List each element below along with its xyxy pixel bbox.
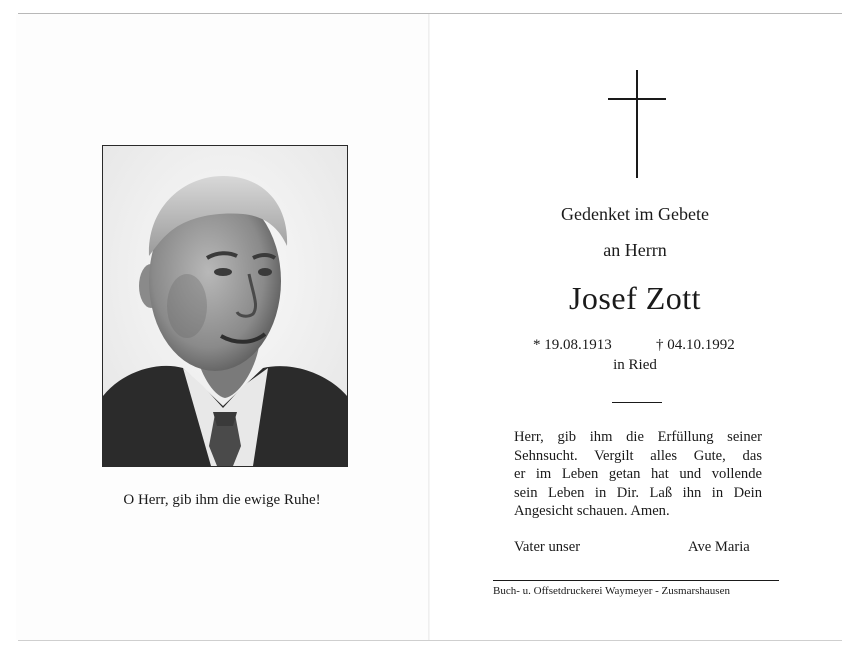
prayer-vater-unser: Vater unser [514,539,581,555]
divider [612,402,662,403]
prayer-ave-maria: Ave Maria [688,539,750,555]
cross-icon [608,70,666,178]
printer-rule [493,580,779,581]
heading-line-2: an Herrn [603,240,667,260]
birth-date: * 19.08.1913 [533,337,612,353]
prayer-line: sein Leben in Dir. Laß ihn in Dein [514,484,762,501]
prayer-line: er im Leben getan hat und vollende [514,466,762,482]
heading-line-1: Gedenket im Gebete [561,204,709,224]
prayer-line: Angesicht schauen. Amen. [514,503,670,519]
portrait-illustration [103,146,347,466]
portrait-photo [102,145,348,467]
printer-credit: Buch- u. Offsetdruckerei Waymeyer - Zusmarshausen [493,585,730,597]
bottom-edge [18,640,842,641]
prayer-line: Sehnsucht. Vergilt alles Gute, das [514,447,762,464]
caption: O Herr, gib ihm die ewige Ruhe! [123,492,321,508]
prayer-text [514,428,762,521]
deceased-name: Josef Zott [568,280,702,316]
death-date: † 04.10.1992 [656,337,735,353]
prayer-line: Herr, gib ihm die Erfüllung seiner [514,429,762,445]
place: in Ried [613,357,657,373]
